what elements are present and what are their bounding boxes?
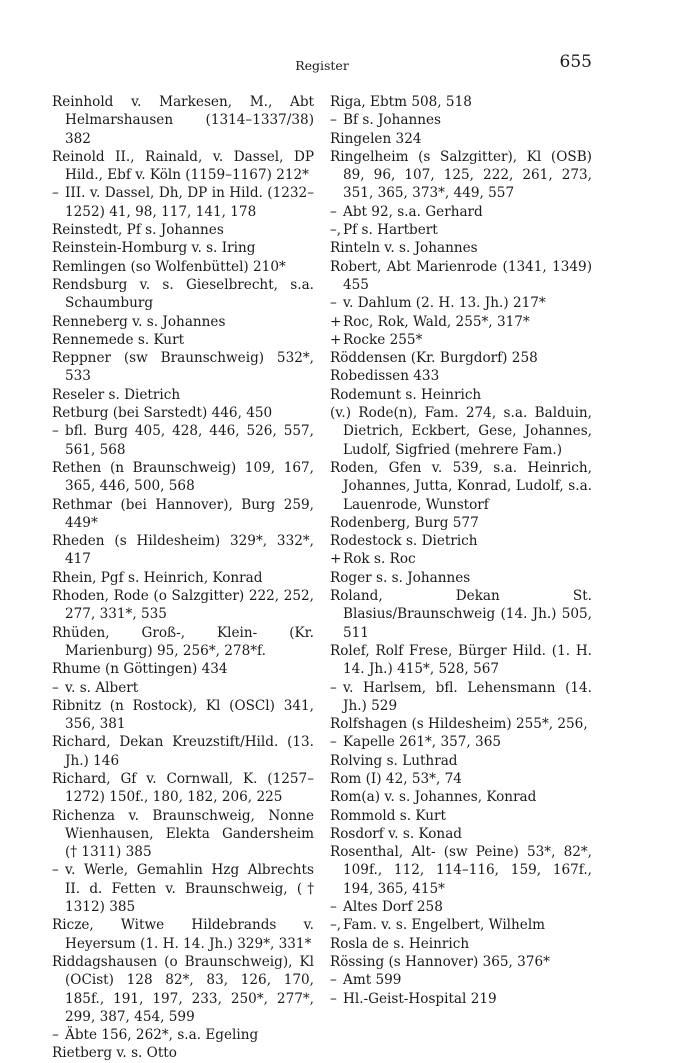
index-entry xyxy=(330,93,592,111)
entry-marker: – xyxy=(330,899,337,916)
index-entry xyxy=(330,239,592,257)
entry-text: v. Dahlum (2. H. 13. Jh.) 217* xyxy=(343,295,546,312)
index-entry xyxy=(52,697,314,734)
entry-text: Röddensen (Kr. Burgdorf) 258 xyxy=(330,350,538,367)
entry-text: Rhume (n Göttingen) 434 xyxy=(52,661,228,678)
entry-text: Altes Dorf 258 xyxy=(343,899,443,916)
index-entry xyxy=(52,276,314,313)
left-column xyxy=(52,93,314,1063)
entry-text: Rhein, Pgf s. Heinrich, Konrad xyxy=(52,569,263,586)
index-entry xyxy=(330,807,592,825)
entry-text: Reinstein-Homburg v. s. Iring xyxy=(52,240,256,257)
index-entry xyxy=(330,532,592,550)
index-entry xyxy=(330,788,592,806)
entry-text: Rodenberg, Burg 577 xyxy=(330,514,479,531)
index-entry xyxy=(330,221,592,239)
index-entry xyxy=(330,313,592,331)
entry-text: Ringelen 324 xyxy=(330,130,422,147)
right-column xyxy=(330,93,592,1008)
entry-marker: – xyxy=(330,112,337,129)
index-entry xyxy=(330,331,592,349)
index-entry xyxy=(330,130,592,148)
index-entry xyxy=(330,679,592,716)
index-entry xyxy=(330,203,592,221)
index-entry xyxy=(330,990,592,1008)
page-number: 655 xyxy=(559,52,592,72)
entry-marker: – xyxy=(330,972,337,989)
index-entry xyxy=(52,770,314,807)
index-entry xyxy=(52,184,314,221)
entry-text: Rhoden, Rode (o Salzgitter) 222, 252, 277, 331*, 535 xyxy=(52,588,314,623)
entry-text: Amt 599 xyxy=(343,972,402,989)
index-entry xyxy=(52,532,314,569)
entry-text: v. Werle, Gemahlin Hzg Albrechts II. d. Fetten v. Braunschweig, († 1312) 385 xyxy=(65,862,314,916)
entry-text: Rosdorf v. s. Konad xyxy=(330,825,462,842)
index-entry xyxy=(52,660,314,678)
entry-text: bfl. Burg 405, 428, 446, 526, 557, 561, 568 xyxy=(65,423,314,458)
index-entry xyxy=(330,111,592,129)
index-entry xyxy=(330,843,592,898)
index-entry xyxy=(330,935,592,953)
entry-text: Rinteln v. s. Johannes xyxy=(330,240,478,257)
index-entry xyxy=(330,569,592,587)
index-entry xyxy=(52,422,314,459)
entry-text: Rom (I) 42, 53*, 74 xyxy=(330,770,462,787)
entry-text: Rom(a) v. s. Johannes, Konrad xyxy=(330,789,537,806)
entry-text: Rethen (n Braunschweig) 109, 167, 365, 446, 500, 568 xyxy=(52,459,314,495)
index-entry xyxy=(52,861,314,916)
index-entry xyxy=(330,752,592,770)
entry-text: Rolving s. Luthrad xyxy=(330,752,458,769)
index-entry xyxy=(52,239,314,257)
entry-text: Rendsburg v. s. Gieselbrecht, s.a. Schaumburg xyxy=(52,276,314,312)
index-entry xyxy=(52,733,314,770)
index-entry xyxy=(52,916,314,953)
index-entry xyxy=(330,386,592,404)
index-entry xyxy=(330,349,592,367)
entry-text: Richard, Gf v. Cornwall, K. (1257–1272) 150f., 180, 182, 206, 225 xyxy=(52,770,314,806)
entry-text: Reinold II., Rainald, v. Dassel, DP Hild., Ebf v. Köln (1159–1167) 212* xyxy=(52,148,314,184)
entry-marker: – xyxy=(330,679,337,696)
entry-text: Roden, Gfen v. 539, s.a. Heinrich, Johannes, Jutta, Konrad, Ludolf, s.a. Lauenrode, Wunstorf xyxy=(330,459,592,513)
entry-text: III. v. Dassel, Dh, DP in Hild. (1232–1252) 41, 98, 117, 141, 178 xyxy=(65,185,314,220)
entry-text: Reinstedt, Pf s. Johannes xyxy=(52,222,224,239)
entry-marker: – xyxy=(52,1027,59,1044)
index-entry xyxy=(52,386,314,404)
index-entry xyxy=(330,587,592,642)
entry-text: Richenza v. Braunschweig, Nonne Wienhausen, Elekta Gandersheim († 1311) 385 xyxy=(52,807,314,861)
entry-text: Hl.-Geist-Hospital 219 xyxy=(343,990,497,1007)
entry-text: Rolfshagen (s Hildesheim) 255*, 256, xyxy=(330,716,588,733)
index-entry xyxy=(52,459,314,496)
entry-marker: + xyxy=(330,331,342,348)
index-entry xyxy=(330,459,592,514)
entry-text: Rocke 255* xyxy=(343,331,423,348)
index-entry xyxy=(330,898,592,916)
index-entry xyxy=(330,148,592,203)
entry-text: Retburg (bei Sarstedt) 446, 450 xyxy=(52,405,273,422)
entry-marker: + xyxy=(330,313,342,330)
index-entry xyxy=(330,550,592,568)
index-entry xyxy=(330,733,592,751)
index-entry xyxy=(52,953,314,1026)
entry-text: v. Harlsem, bfl. Lehensmann (14. Jh.) 529 xyxy=(343,679,592,714)
entry-marker: –, xyxy=(330,917,342,934)
index-entry xyxy=(330,514,592,532)
entry-text: Rössing (s Hannover) 365, 376* xyxy=(330,953,550,970)
entry-text: Rolef, Rolf Frese, Bürger Hild. (1. H. 14. Jh.) 415*, 528, 567 xyxy=(330,642,592,678)
entry-text: Renneberg v. s. Johannes xyxy=(52,313,226,330)
entry-marker: – xyxy=(330,295,337,312)
entry-text: Roger s. s. Johannes xyxy=(330,569,471,586)
page-header xyxy=(52,52,592,76)
index-entry xyxy=(52,404,314,422)
running-title: Register xyxy=(295,58,349,73)
entry-marker: – xyxy=(52,862,59,879)
entry-text: Pf s. Hartbert xyxy=(343,222,438,239)
entry-text: Kapelle 261*, 357, 365 xyxy=(343,734,501,751)
entry-marker: –, xyxy=(330,222,342,239)
index-entry xyxy=(52,1026,314,1044)
entry-text: Rheden (s Hildesheim) 329*, 332*, 417 xyxy=(52,533,314,568)
index-entry xyxy=(52,679,314,697)
entry-text: Robert, Abt Marienrode (1341, 1349) 455 xyxy=(330,258,592,293)
index-entry xyxy=(330,715,592,733)
entry-text: Rennemede s. Kurt xyxy=(52,331,185,348)
index-entry xyxy=(330,294,592,312)
index-entry xyxy=(52,331,314,349)
entry-text: Rethmar (bei Hannover), Burg 259, 449* xyxy=(52,496,314,531)
entry-text: Reseler s. Dietrich xyxy=(52,386,181,403)
entry-text: Ricze, Witwe Hildebrands v. Heyersum (1. H. 14. Jh.) 329*, 331* xyxy=(52,917,314,952)
index-entry xyxy=(52,258,314,276)
entry-text: Rosla de s. Heinrich xyxy=(330,935,470,952)
index-entry xyxy=(330,404,592,459)
index-entry xyxy=(52,349,314,386)
entry-text: Äbte 156, 262*, s.a. Egeling xyxy=(65,1027,259,1044)
entry-text: Rodemunt s. Heinrich xyxy=(330,386,482,403)
entry-text: Riddagshausen (o Braunschweig), Kl (OCist) 128 82*, 83, 126, 170, 185f., 191, 197, 233, 250*, 277*, 299, 387, 454, 599 xyxy=(52,953,314,1025)
index-entry xyxy=(52,148,314,185)
entry-text: Abt 92, s.a. Gerhard xyxy=(343,203,483,220)
index-entry xyxy=(52,93,314,148)
index-entry xyxy=(52,624,314,661)
index-entry xyxy=(330,953,592,971)
index-entry xyxy=(52,313,314,331)
entry-text: Rietberg v. s. Otto xyxy=(52,1045,177,1062)
index-entry xyxy=(52,807,314,862)
entry-text: Richard, Dekan Kreuzstift/Hild. (13. Jh.) 146 xyxy=(52,734,314,769)
entry-text: v. s. Albert xyxy=(65,679,139,696)
index-entry xyxy=(330,258,592,295)
entry-text: Roc, Rok, Wald, 255*, 317* xyxy=(343,313,530,330)
entry-text: Rosenthal, Alt- (sw Peine) 53*, 82*, 109f., 112, 114–116, 159, 167f., 194, 365, 415* xyxy=(330,844,592,897)
index-entry xyxy=(52,587,314,624)
entry-text: Rok s. Roc xyxy=(343,551,416,568)
entry-marker: – xyxy=(330,990,337,1007)
entry-text: Robedissen 433 xyxy=(330,368,440,385)
entry-marker: – xyxy=(330,203,337,220)
index-entry xyxy=(330,642,592,679)
entry-text: Ringelheim (s Salzgitter), Kl (OSB) 89, 96, 107, 125, 222, 261, 273, 351, 365, 373*, 449, 557 xyxy=(330,148,592,202)
entry-text: Rodestock s. Dietrich xyxy=(330,533,478,550)
index-entry xyxy=(330,971,592,989)
entry-text: Bf s. Johannes xyxy=(343,112,441,129)
index-entry xyxy=(330,367,592,385)
entry-text: Reinhold v. Markesen, M., Abt Helmarshausen (1314–1337/38) 382 xyxy=(52,94,314,147)
entry-marker: – xyxy=(330,734,337,751)
entry-text: Rommold s. Kurt xyxy=(330,807,446,824)
entry-text: Rhüden, Groß-, Klein- (Kr. Marienburg) 95, 256*, 278*f. xyxy=(52,624,314,659)
entry-marker: – xyxy=(52,185,59,202)
entry-text: (v.) Rode(n), Fam. 274, s.a. Balduin, Dietrich, Eckbert, Gese, Johannes, Ludolf, Sigfried (mehrere Fam.) xyxy=(330,405,592,458)
entry-text: Ribnitz (n Rostock), Kl (OSCl) 341, 356, 381 xyxy=(52,697,314,733)
index-entry xyxy=(330,770,592,788)
entry-text: Roland, Dekan St. Blasius/Braunschweig (14. Jh.) 505, 511 xyxy=(330,588,592,641)
entry-text: Reppner (sw Braunschweig) 532*, 533 xyxy=(52,350,314,385)
entry-text: Fam. v. s. Engelbert, Wilhelm xyxy=(343,917,546,934)
entry-marker: – xyxy=(52,679,59,696)
index-entry xyxy=(52,221,314,239)
entry-text: Remlingen (so Wolfenbüttel) 210* xyxy=(52,258,286,275)
entry-marker: + xyxy=(330,551,342,568)
index-entry xyxy=(330,916,592,934)
index-entry xyxy=(52,569,314,587)
index-entry xyxy=(52,496,314,533)
index-entry xyxy=(52,1044,314,1062)
entry-marker: – xyxy=(52,423,59,440)
index-entry xyxy=(330,825,592,843)
entry-text: Riga, Ebtm 508, 518 xyxy=(330,94,472,110)
